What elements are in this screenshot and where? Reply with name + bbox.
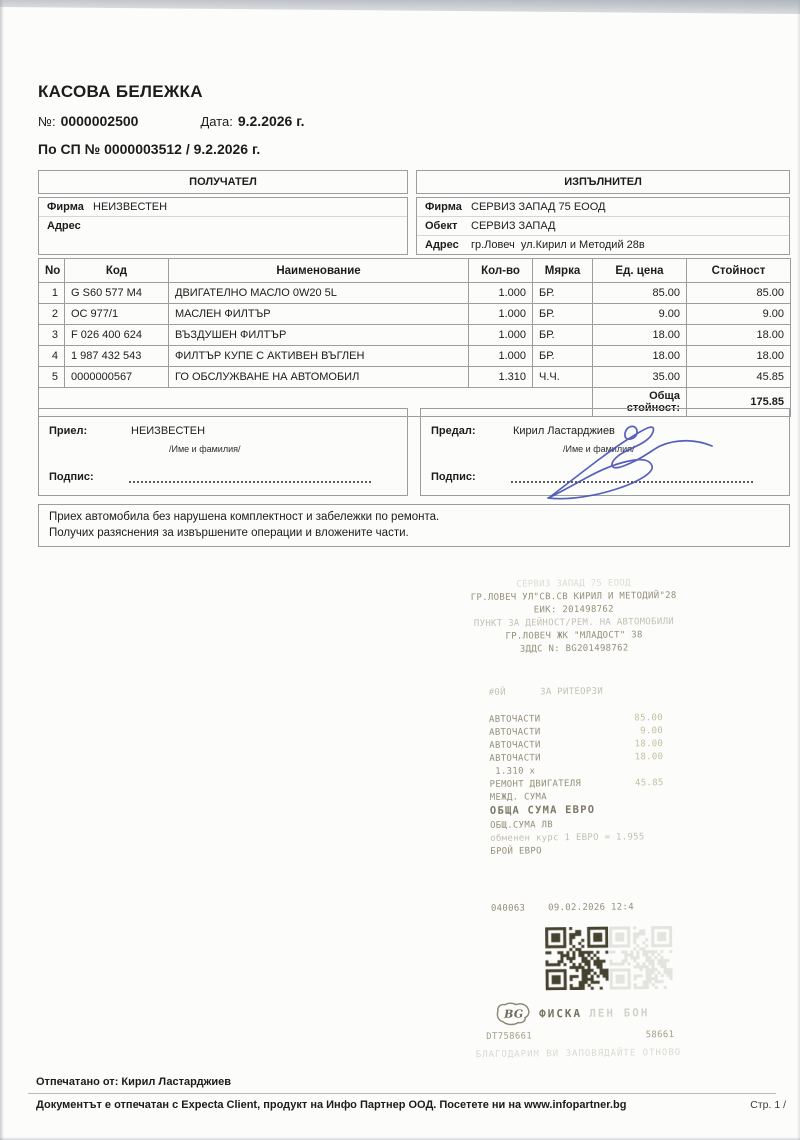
items-table-row — [39, 325, 791, 346]
items-cell: 1.000 — [469, 304, 533, 325]
receipt-line: #0Й ЗА РИТЕОРЗИ — [488, 686, 604, 698]
fiscal-bon-logo-row — [494, 999, 714, 1027]
signature-label: Подпис: — [431, 471, 476, 483]
items-table-row — [39, 304, 791, 325]
date-label: Дата: — [200, 114, 233, 129]
note-line: Приех автомобила без нарушена комплектност и забележки по ремонта. — [49, 511, 440, 523]
receipt-line-text: АВТОЧАСТИ — [488, 714, 541, 725]
receipt-line-amount: 85.00 — [634, 713, 663, 724]
party-field-value: СЕРВИЗ ЗАПАД — [471, 220, 556, 232]
total-value: 175.85 — [687, 388, 791, 417]
items-cell: БР. — [533, 325, 593, 346]
items-cell: OC 977/1 — [65, 304, 169, 325]
items-column-header: Ед. цена — [593, 259, 687, 283]
receipt-gap — [440, 857, 712, 904]
party-field-value: СЕРВИЗ ЗАПАД 75 ЕООД — [471, 201, 606, 213]
items-table — [38, 258, 791, 417]
receipt-line: МЕЖД. СУМА — [489, 792, 548, 803]
items-cell: G S60 577 M4 — [65, 283, 169, 304]
items-table-header-row — [39, 259, 791, 283]
received-by-label: Приел: — [49, 425, 88, 437]
party-field-label: Фирма — [425, 201, 462, 213]
qr-code-block — [545, 926, 676, 991]
handed-by-label: Предал: — [431, 425, 476, 437]
party-row — [39, 217, 407, 235]
items-cell: БР. — [533, 283, 593, 304]
items-cell: 35.00 — [593, 367, 687, 388]
items-cell: 85.00 — [593, 283, 687, 304]
received-by-name: НЕИЗВЕСТЕН — [131, 425, 206, 437]
receipt-lines — [437, 577, 713, 917]
signature-dotted-line — [129, 481, 371, 483]
items-cell: 45.85 — [687, 367, 791, 388]
items-cell: 18.00 — [593, 325, 687, 346]
items-cell: 18.00 — [687, 346, 791, 367]
items-cell: Ч.Ч. — [533, 367, 593, 388]
recipient-header: ПОЛУЧАТЕЛ — [38, 170, 408, 194]
fiscal-receipt-imprint — [437, 577, 714, 1063]
items-cell: ФИЛТЪР КУПЕ С АКТИВЕН ВЪГЛЕН — [169, 346, 469, 367]
document-date: 9.2.2026 г. — [237, 113, 305, 129]
receipt-line-amount: 45.85 — [634, 778, 664, 789]
items-cell: ДВИГАТЕЛНО МАСЛО 0W20 5L — [169, 283, 469, 304]
items-cell: 1 — [39, 283, 65, 304]
items-cell: 1.310 — [469, 367, 533, 388]
party-row — [417, 236, 789, 254]
receipt-line-text: АВТОЧАСТИ — [489, 740, 541, 751]
party-row — [417, 217, 789, 236]
items-cell: ГО ОБСЛУЖВАНЕ НА АВТОМОБИЛ — [169, 367, 469, 388]
fiscal-bon-label-strong: ФИСКА — [538, 1006, 583, 1020]
note-line: Получих разяснения за извършените операции и вложените части. — [49, 527, 409, 539]
items-table-row — [39, 346, 791, 367]
provider-box — [416, 197, 790, 255]
fiscal-serial-row — [442, 1029, 714, 1045]
receipt-line: ЕИК: 201498762 — [533, 604, 614, 616]
items-cell: 1.000 — [469, 346, 533, 367]
fiscal-bon-label-faint: ЛЕН БОН — [589, 1005, 650, 1020]
footer-divider — [28, 1093, 776, 1094]
qr-code-icon — [545, 927, 609, 991]
receipt-line-amount: 18.00 — [634, 739, 664, 750]
items-cell: 1.000 — [469, 325, 533, 346]
receipt-line-amount: 18.00 — [634, 752, 664, 763]
scan-edge-top — [0, 0, 800, 14]
software-credit-line: Документът е отпечатан с Expecta Client, продукт на Инфо Партнер ООД. Посетете ни на www.infopartner.bg — [36, 1099, 627, 1111]
receipt-line: СЕРВИЗ ЗАПАД 75 ЕООД — [516, 578, 631, 590]
receipt-line: ОБЩ.СУМА ЛВ — [490, 820, 554, 831]
items-cell: 18.00 — [593, 346, 687, 367]
handed-by-box — [420, 408, 790, 496]
items-column-header: Кол-во — [469, 259, 533, 283]
party-field-label: Фирма — [47, 201, 84, 213]
items-cell: 9.00 — [593, 304, 687, 325]
receipt-line-text: АВТОЧАСТИ — [489, 753, 541, 764]
receipt-faint-footer: БЛАГОДАРИМ ВИ ЗАПОВЯДАЙТЕ ОТНОВО — [475, 1047, 682, 1061]
party-field-label: Адрес — [425, 239, 459, 251]
receipt-line-amount: 9.00 — [640, 726, 664, 737]
total-label: Обща стойност: — [593, 388, 687, 417]
recipient-box — [38, 197, 408, 255]
party-field-label: Адрес — [47, 220, 81, 232]
items-cell: 18.00 — [687, 325, 791, 346]
receipt-line: БРОЙ ЕВРО — [490, 846, 542, 857]
receipt-line: ГР.ЛОВЕЧ УЛ"СВ.СВ КИРИЛ И МЕТОДИЙ"28 — [470, 590, 677, 604]
items-table-row — [39, 367, 791, 388]
items-table-row — [39, 283, 791, 304]
items-cell: 4 — [39, 346, 65, 367]
party-field-value: гр.Ловеч ул.Кирил и Методий 28в — [471, 239, 645, 251]
receipt-line: ОБЩА СУМА ЕВРО — [489, 803, 596, 817]
receipt-line-text: АВТОЧАСТИ — [489, 727, 541, 738]
name-hint: /Име и фамилия/ — [169, 444, 241, 454]
items-cell: 0000000567 — [65, 367, 169, 388]
items-column-header: Код — [65, 259, 169, 283]
document-number: 0000002500 — [60, 113, 139, 129]
items-cell: F 026 400 624 — [65, 325, 169, 346]
items-column-header: Мярка — [533, 259, 593, 283]
items-cell: БР. — [533, 304, 593, 325]
party-field-label: Обект — [425, 220, 458, 232]
items-column-header: No — [39, 259, 65, 283]
acceptance-note — [38, 504, 790, 547]
receipt-line: ГР.ЛОВЕЧ ЖК "МЛАДОСТ" 38 — [505, 630, 643, 642]
bulgaria-map-bg-icon — [494, 1000, 532, 1026]
signature-label: Подпис: — [49, 471, 94, 483]
receipt-line: ПУНКТ ЗА ДЕЙНОСТ/РЕМ. НА АВТОМОБИЛИ — [473, 616, 675, 630]
scan-edge-left — [0, 0, 4, 1140]
items-cell: ВЪЗДУШЕН ФИЛТЪР — [169, 325, 469, 346]
items-column-header: Стойност — [687, 259, 791, 283]
receipt-line: ЗДДС N: BG201498762 — [519, 643, 629, 655]
qr-code-ghost-icon — [609, 926, 673, 990]
received-by-box — [38, 408, 408, 496]
number-label: №: — [38, 114, 56, 129]
party-row — [39, 198, 407, 217]
items-cell: БР. — [533, 346, 593, 367]
party-row — [417, 198, 789, 217]
items-cell: 2 — [39, 304, 65, 325]
signature-dotted-line — [511, 481, 753, 483]
fiscal-device-number: DT758661 — [486, 1031, 533, 1042]
items-cell: 85.00 — [687, 283, 791, 304]
items-column-header: Наименование — [169, 259, 469, 283]
items-cell: 9.00 — [687, 304, 791, 325]
receipt-line: 1.310 x — [489, 766, 536, 777]
work-order-reference: По СП № 0000003512 / 9.2.2026 г. — [38, 141, 261, 157]
page-number: Стр. 1 / — [750, 1099, 786, 1111]
receipt-line-text: РЕМОНТ ДВИГАТЕЛЯ — [489, 778, 582, 790]
bg-logo-text: BG — [503, 1007, 524, 1021]
document-number-line — [38, 113, 305, 129]
items-cell: 1.000 — [469, 283, 533, 304]
printed-by-line: Отпечатано от: Кирил Ластарджиев — [36, 1076, 232, 1088]
fiscal-memory-number: 58661 — [645, 1029, 675, 1041]
party-field-value: НЕИЗВЕСТЕН — [93, 201, 168, 213]
receipt-line: обменен курс 1 ЕВРО = 1.955 — [490, 832, 645, 844]
items-cell: 1 987 432 543 — [65, 346, 169, 367]
items-cell: 5 — [39, 367, 65, 388]
document-title: КАСОВА БЕЛЕЖКА — [38, 82, 203, 101]
items-cell: МАСЛЕН ФИЛТЪР — [169, 304, 469, 325]
provider-header: ИЗПЪЛНИТЕЛ — [416, 170, 790, 194]
items-cell: 3 — [39, 325, 65, 346]
receipt-gap — [438, 655, 710, 688]
name-hint: /Име и фамилия/ — [563, 444, 635, 454]
handed-by-name: Кирил Ластарджиев — [513, 425, 615, 437]
receipt-line: 040063 09.02.2026 12:4 — [490, 902, 634, 914]
